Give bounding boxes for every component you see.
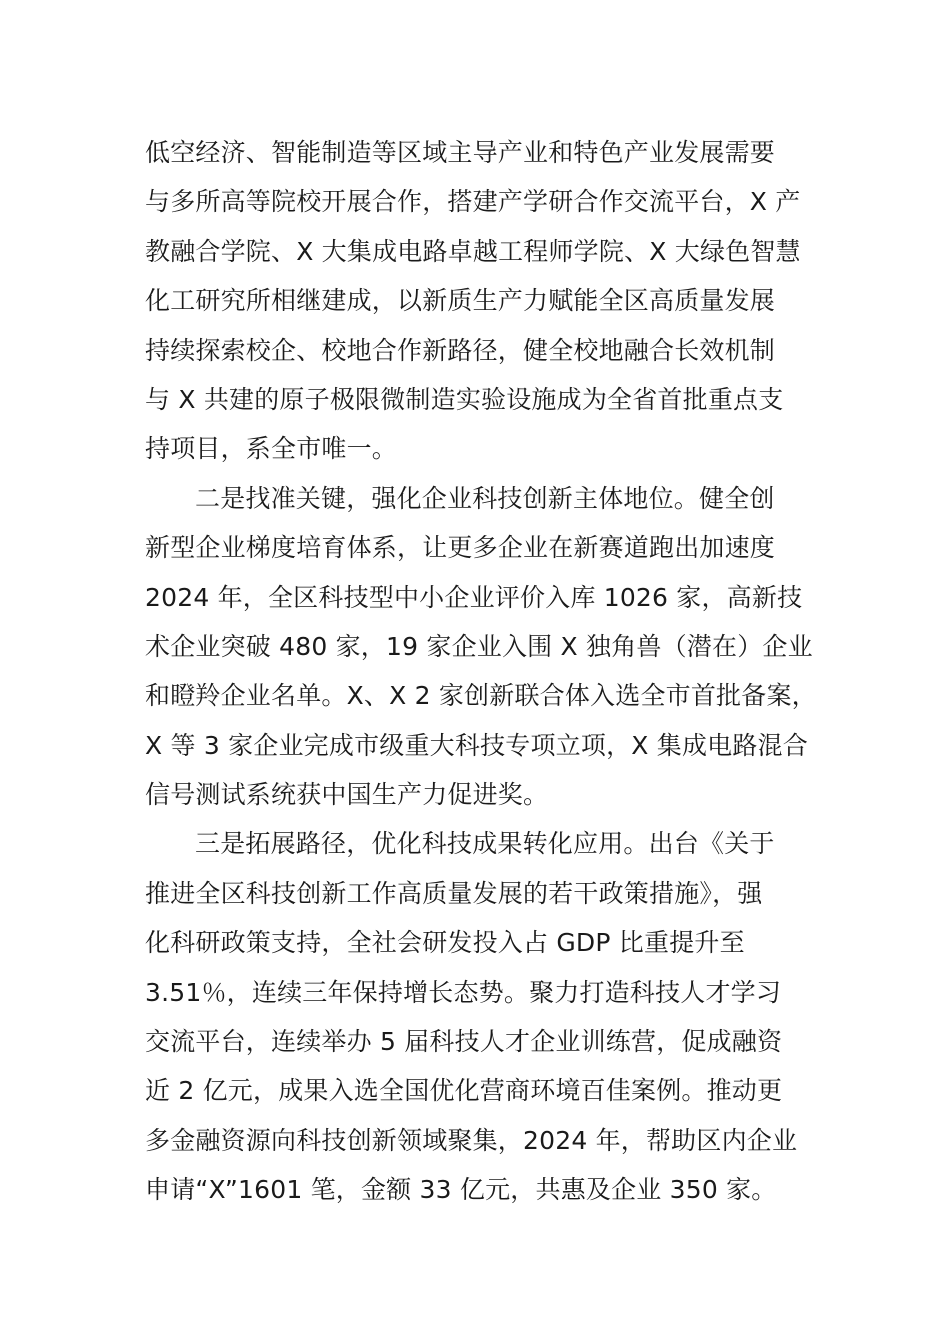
text-line: 与 X 共建的原子极限微制造实验设施成为全省首批重点支 bbox=[145, 384, 784, 414]
text-line: 交流平台，连续举办 5 届科技人才企业训练营，促成融资 bbox=[145, 1027, 783, 1057]
text-line: 持续探索校企、校地合作新路径，健全校地融合长效机制 bbox=[145, 335, 776, 365]
text-line: 与多所高等院校开展合作，搭建产学研合作交流平台，X 产 bbox=[145, 187, 801, 217]
text-line: 信号测试系统获中国生产力促进奖。 bbox=[145, 780, 549, 810]
text-line: 和瞪羚企业名单。X、X 2 家创新联合体入选全市首批备案， bbox=[145, 681, 817, 711]
text-line: 2024 年，全区科技型中小企业评价入库 1026 家，高新技 bbox=[145, 582, 803, 612]
text-line: X 等 3 家企业完成市级重大科技专项立项，X 集成电路混合 bbox=[145, 730, 808, 760]
text-line: 化工研究所相继建成，以新质生产力赋能全区高质量发展 bbox=[145, 286, 776, 316]
text-line: 教融合学院、X 大集成电路卓越工程师学院、X 大绿色智慧 bbox=[145, 236, 801, 266]
document-body bbox=[145, 128, 845, 1215]
text-line: 多金融资源向科技创新领域聚集，2024 年，帮助区内企业 bbox=[145, 1125, 798, 1155]
text-line: 推进全区科技创新工作高质量发展的若干政策措施》，强 bbox=[145, 878, 763, 908]
text-line: 申请“X”1601 笔，金额 33 亿元，共惠及企业 350 家。 bbox=[145, 1175, 777, 1205]
text-line: 新型企业梯度培育体系，让更多企业在新赛道跑出加速度 bbox=[145, 533, 776, 563]
text-line: 近 2 亿元，成果入选全国优化营商环境百佳案例。推动更 bbox=[145, 1076, 783, 1106]
text-line: 持项目，系全市唯一。 bbox=[145, 434, 398, 464]
paragraph-start-line: 三是拓展路径，优化科技成果转化应用。出台《关于 bbox=[195, 829, 775, 859]
paragraph-start-line: 二是找准关键，强化企业科技创新主体地位。健全创 bbox=[195, 483, 775, 513]
text-line: 术企业突破 480 家，19 家企业入围 X 独角兽（潜在）企业 bbox=[145, 631, 813, 661]
text-line: 低空经济、智能制造等区域主导产业和特色产业发展需要 bbox=[145, 138, 776, 167]
text-line: 3.51％，连续三年保持增长态势。聚力打造科技人才学习 bbox=[145, 977, 782, 1007]
text-line: 化科研政策支持，全社会研发投入占 GDP 比重提升至 bbox=[145, 928, 745, 958]
